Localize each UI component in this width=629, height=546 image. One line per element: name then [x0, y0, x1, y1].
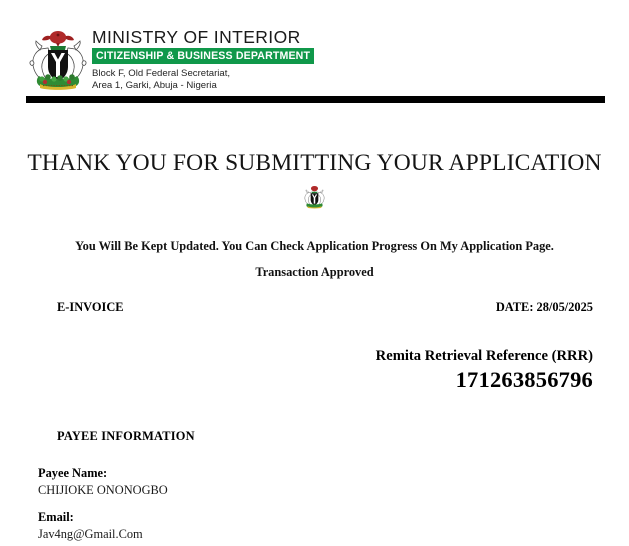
- invoice-label: E-INVOICE: [57, 300, 124, 314]
- payee-name-value: CHIJIOKE ONONOGBO: [38, 483, 168, 497]
- notice-line-1: You Will Be Kept Updated. You Can Check Application Progress On My Application Page.: [75, 239, 554, 253]
- remita-reference-caption: Remita Retrieval Reference (RRR): [375, 348, 593, 364]
- notice-line-2: Transaction Approved: [255, 265, 374, 279]
- status-notice: [0, 240, 629, 279]
- masthead: [92, 28, 322, 91]
- payee-name-label: Payee Name:: [38, 466, 108, 480]
- header-divider: [26, 96, 605, 103]
- ministry-name: MINISTRY OF INTERIOR: [92, 27, 301, 47]
- address-line-2: Area 1, Garki, Abuja - Nigeria: [92, 79, 217, 91]
- remita-reference-number: 171263856796: [455, 367, 593, 392]
- page-title: THANK YOU FOR SUBMITTING YOUR APPLICATION: [27, 150, 602, 176]
- invoice-meta-row: [0, 299, 629, 315]
- address-line-1: Block F, Old Federal Secretariat,: [92, 68, 231, 79]
- remita-reference-block: [376, 348, 593, 392]
- address-block: [92, 68, 322, 91]
- nigeria-coat-of-arms-icon: [28, 27, 88, 90]
- payee-email-value: Jav4ng@Gmail.Com: [38, 527, 143, 541]
- invoice-date: DATE: 28/05/2025: [495, 300, 593, 314]
- payee-information-heading: PAYEE INFORMATION: [57, 429, 195, 443]
- payee-information-fields: [38, 466, 338, 542]
- letterhead: [0, 0, 629, 92]
- payee-email-label: Email:: [38, 510, 74, 524]
- department-banner: CITIZENSHIP & BUSINESS DEPARTMENT: [92, 48, 314, 64]
- payee-email-group: [38, 510, 338, 542]
- payee-name-group: [38, 466, 338, 498]
- nigeria-coat-of-arms-icon-small: [303, 184, 326, 209]
